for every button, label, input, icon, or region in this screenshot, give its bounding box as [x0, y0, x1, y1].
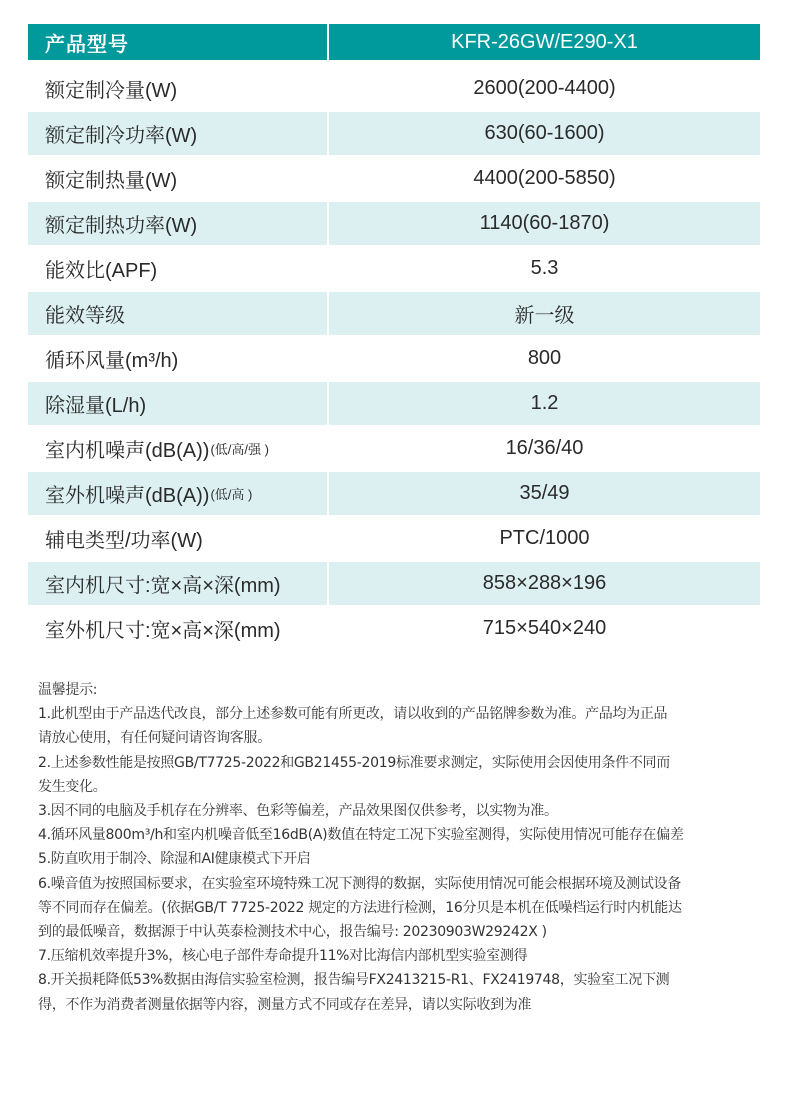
note-line: 6.噪音值为按照国标要求，在实验室环境特殊工况下测得的数据，实际使用情况可能会根据环境及测试设备: [38, 875, 681, 892]
note-line: 2.上述参数性能是按照GB/T7725-2022和GB21455-2019标准要求测定，实际使用会因使用条件不同而: [38, 754, 670, 771]
table-header-row: [28, 24, 760, 60]
header-label: 产品型号: [28, 24, 327, 60]
row-value: 1.2: [329, 382, 760, 425]
row-label-text: 室内机噪声(dB(A)): [45, 440, 210, 462]
table-row: [28, 472, 760, 515]
row-label-text: 能效比(APF): [45, 260, 158, 282]
row-label-text: 额定制冷量(W): [45, 80, 178, 102]
row-label-text: 能效等级: [45, 305, 125, 327]
table-row: [28, 112, 760, 155]
row-value: PTC/1000: [329, 517, 760, 560]
row-label-text: 额定制热功率(W): [45, 215, 198, 237]
row-label: [28, 202, 327, 245]
row-label-text: 额定制冷功率(W): [45, 125, 198, 147]
spec-table: [28, 24, 760, 652]
header-model-value: KFR-26GW/E290-X1: [329, 24, 760, 60]
note-line: 发生变化。: [38, 778, 107, 795]
row-value: 630(60-1600): [329, 112, 760, 155]
row-label-subnote: (低/高/强 ): [210, 442, 269, 457]
note-line: 8.开关损耗降低53%数据由海信实验室检测，报告编号FX2413215-R1、FX2419748，实验室工况下测: [38, 972, 670, 989]
row-label-text: 室内机尺寸:宽×高×深(mm): [45, 575, 281, 597]
table-row: [28, 67, 760, 110]
row-label: [28, 607, 327, 650]
table-row: [28, 382, 760, 425]
note-line: 1.此机型由于产品迭代改良，部分上述参数可能有所更改，请以收到的产品铭牌参数为准。产品均为正品: [38, 706, 668, 723]
row-label: [28, 67, 327, 110]
note-line: 到的最低噪音，数据源于中认英泰检测技术中心，报告编号: 20230903W29242X ): [38, 924, 547, 941]
row-value: 800: [329, 337, 760, 380]
table-row: [28, 562, 760, 605]
notes-section: [38, 678, 758, 1017]
row-label-subnote: (低/高 ): [210, 487, 253, 502]
table-row: [28, 337, 760, 380]
row-value: 35/49: [329, 472, 760, 515]
note-line: 4.循环风量800m³/h和室内机噪音低至16dB(A)数值在特定工况下实验室测得，实际使用情况可能存在偏差: [38, 827, 684, 844]
table-row: [28, 607, 760, 650]
row-value: 1140(60-1870): [329, 202, 760, 245]
note-line: 得，不作为消费者测量依据等内容，测量方式不同或存在差异，请以实际收到为准: [38, 996, 532, 1013]
table-row: [28, 517, 760, 560]
row-value: 715×540×240: [329, 607, 760, 650]
note-line: 请放心使用，有任何疑问请咨询客服。: [38, 730, 271, 747]
row-label: [28, 247, 327, 290]
row-value: 16/36/40: [329, 427, 760, 470]
row-label: [28, 157, 327, 200]
row-label: [28, 337, 327, 380]
row-label-text: 辅电类型/功率(W): [45, 530, 203, 552]
row-label-text: 除湿量(L/h): [45, 395, 147, 417]
row-value: 5.3: [329, 247, 760, 290]
row-label: [28, 472, 327, 515]
table-row: [28, 292, 760, 335]
row-label: [28, 112, 327, 155]
row-value: 新一级: [329, 292, 760, 335]
table-row: [28, 202, 760, 245]
note-line: 3.因不同的电脑及手机存在分辨率、色彩等偏差，产品效果图仅供参考，以实物为准。: [38, 803, 558, 820]
row-label-text: 室外机噪声(dB(A)): [45, 485, 210, 507]
row-label: [28, 562, 327, 605]
row-value: 4400(200-5850): [329, 157, 760, 200]
row-label-text: 额定制热量(W): [45, 170, 178, 192]
note-line: 等不同而存在偏差。(依据GB/T 7725-2022 规定的方法进行检测，16分贝是本机在低噪档运行时内机能达: [38, 899, 682, 916]
row-label-text: 室外机尺寸:宽×高×深(mm): [45, 620, 281, 642]
table-row: [28, 157, 760, 200]
row-label: [28, 382, 327, 425]
row-label: [28, 517, 327, 560]
table-row: [28, 247, 760, 290]
note-line: 7.压缩机效率提升3%，核心电子部件寿命提升11%对比海信内部机型实验室测得: [38, 948, 528, 965]
row-label: [28, 292, 327, 335]
row-label-text: 循环风量(m³/h): [45, 350, 179, 372]
note-line: 5.防直吹用于制冷、除湿和AI健康模式下开启: [38, 851, 311, 868]
notes-title: 温馨提示:: [38, 682, 98, 698]
row-value: 2600(200-4400): [329, 67, 760, 110]
table-row: [28, 427, 760, 470]
row-label: [28, 427, 327, 470]
row-value: 858×288×196: [329, 562, 760, 605]
